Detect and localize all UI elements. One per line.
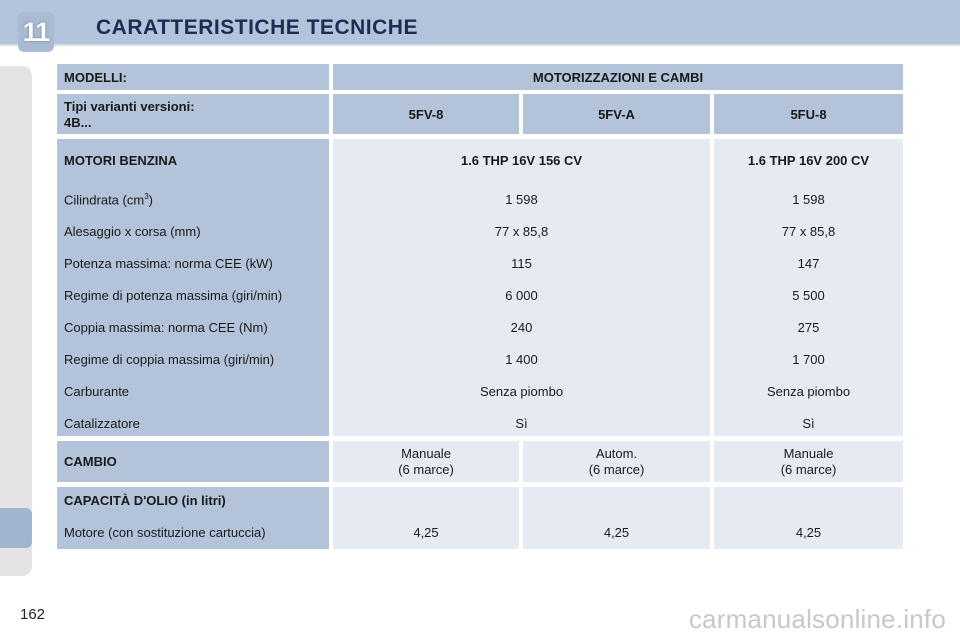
gearbox-gears: (6 marce) (398, 462, 454, 477)
gearbox-5fv8 (333, 441, 519, 482)
spec-label-max-torque: Coppia massima: norma CEE (Nm) (64, 320, 268, 335)
engine-name-200: 1.6 THP 16V 200 CV (747, 153, 870, 168)
spec-value: Sì (802, 416, 815, 431)
spec-value: 1 598 (505, 192, 538, 207)
gearbox-gears: (6 marce) (588, 462, 645, 477)
spec-label-catalyst: Catalizzatore (64, 416, 140, 431)
gearbox-5fva (523, 441, 710, 482)
gearbox-type: Manuale (401, 446, 451, 461)
spec-value: 77 x 85,8 (494, 224, 549, 239)
variant-5fv8: 5FV-8 (333, 94, 519, 134)
spec-value: Senza piombo (479, 384, 564, 399)
page-title: CARATTERISTICHE TECNICHE (96, 16, 418, 39)
variant-5fva: 5FV-A (523, 94, 710, 134)
engines-gearbox-header: MOTORIZZAZIONI E CAMBI (333, 64, 903, 90)
spec-label-displacement-exponent: 3 (144, 192, 149, 201)
petrol-engines-heading: MOTORI BENZINA (64, 153, 178, 168)
models-header: MODELLI: (57, 64, 329, 90)
gearbox-type: Autom. (595, 446, 638, 461)
spec-label-displacement-close: ) (148, 192, 153, 208)
gearbox-5fu8 (714, 441, 903, 482)
oil-row-label: Motore (con sostituzione cartuccia) (64, 525, 266, 540)
spec-value: 115 (511, 256, 532, 271)
spec-value: Sì (515, 416, 528, 431)
spec-label-power-rpm: Regime di potenza massima (giri/min) (64, 288, 283, 303)
spec-value: 240 (510, 320, 533, 335)
engine-name-156: 1.6 THP 16V 156 CV (460, 153, 583, 168)
header-divider (0, 44, 960, 46)
gearbox-gears: (6 marce) (780, 462, 837, 477)
chapter-side-tab (0, 508, 32, 548)
gearbox-label: CAMBIO (57, 441, 329, 482)
page-number: 162 (20, 606, 46, 623)
spec-value: 1 700 (792, 352, 825, 367)
spec-value: 1 598 (792, 192, 825, 207)
spec-label-fuel: Carburante (64, 384, 130, 399)
spec-label-displacement (64, 192, 153, 207)
gearbox-type: Manuale (783, 446, 834, 461)
variants-header (57, 94, 329, 134)
chapter-badge: 11 (18, 12, 54, 52)
spec-value: 275 (797, 320, 820, 335)
variant-5fu8: 5FU-8 (714, 94, 903, 134)
spec-value: 77 x 85,8 (781, 224, 836, 239)
spec-value: Senza piombo (766, 384, 851, 399)
spec-label-max-power: Potenza massima: norma CEE (kW) (64, 256, 273, 271)
spec-value: 1 400 (505, 352, 538, 367)
spec-label-torque-rpm: Regime di coppia massima (giri/min) (64, 352, 275, 367)
spec-label-displacement-text: Cilindrata (cm (64, 192, 145, 208)
oil-value: 4,25 (413, 525, 439, 540)
side-margin-tab (0, 66, 32, 576)
oil-value: 4,25 (603, 525, 630, 540)
spec-value: 6 000 (505, 288, 538, 303)
spec-label-bore-stroke: Alesaggio x corsa (mm) (64, 224, 201, 239)
variants-label-line2: 4B... (64, 115, 92, 130)
oil-value: 4,25 (795, 525, 822, 540)
oil-capacity-heading: CAPACITÀ D'OLIO (in litri) (64, 493, 226, 508)
spec-value: 147 (797, 256, 820, 271)
watermark: carmanualsonline.info (688, 604, 946, 634)
spec-value: 5 500 (792, 288, 825, 303)
variants-label-line1: Tipi varianti versioni: (64, 99, 195, 114)
